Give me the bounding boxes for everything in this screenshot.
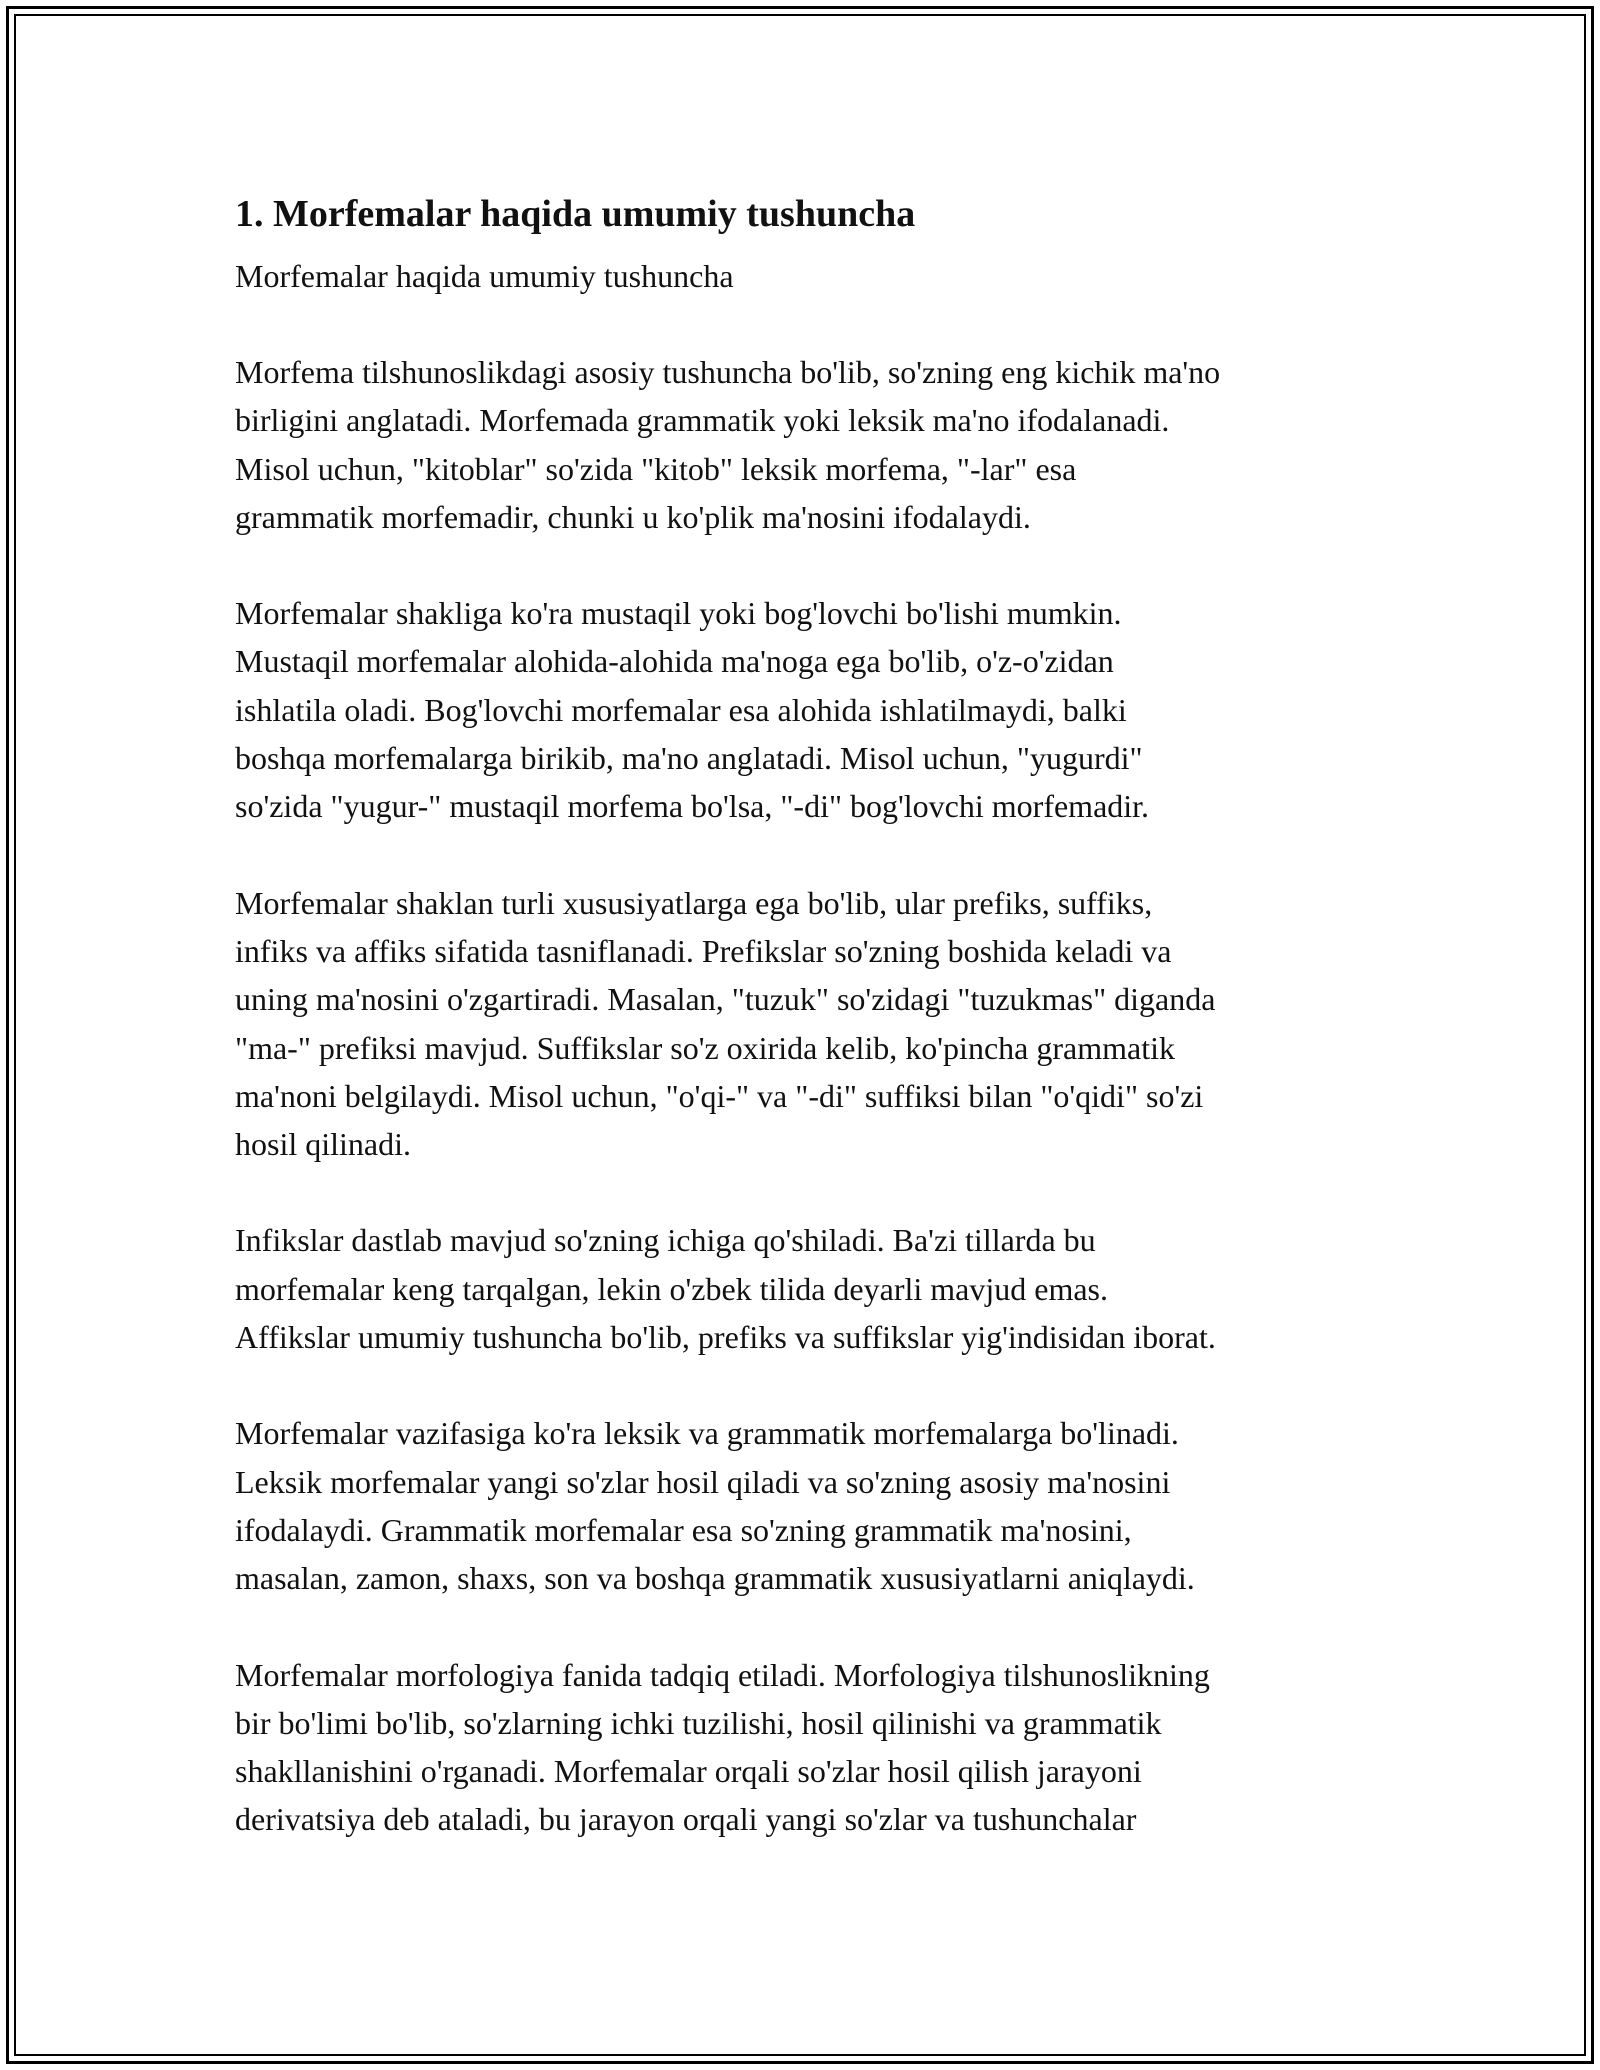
paragraph-line: Affikslar umumiy tushuncha bo'lib, prefiks va suffikslar yig'indisidan iborat. bbox=[235, 1319, 1216, 1356]
paragraph-2 bbox=[235, 589, 1375, 830]
paragraph-line: "ma-" prefiksi mavjud. Suffikslar so'z oxirida kelib, ko'pincha grammatik bbox=[235, 1029, 1175, 1066]
paragraph-line: birligini anglatadi. Morfemada grammatik yoki leksik ma'no ifodalanadi. bbox=[235, 402, 1170, 439]
paragraph-line: Leksik morfemalar yangi so'zlar hosil qiladi va so'zning asosiy ma'nosini bbox=[235, 1463, 1171, 1500]
paragraph-line: Morfema tilshunoslikdagi asosiy tushuncha bo'lib, so'zning eng kichik ma'no bbox=[235, 354, 1221, 390]
paragraph-line: so'zida "yugur-" mustaqil morfema bo'lsa, "-di" bog'lovchi morfemadir. bbox=[235, 788, 1150, 825]
paragraph-1 bbox=[235, 348, 1375, 541]
paragraph-line: Morfemalar morfologiya fanida tadqiq etiladi. Morfologiya tilshunoslikning bbox=[235, 1656, 1210, 1693]
paragraph-line: Morfemalar shakliga ko'ra mustaqil yoki bog'lovchi bo'lishi mumkin. bbox=[235, 595, 1122, 632]
paragraph-line: bir bo'limi bo'lib, so'zlarning ichki tuzilishi, hosil qilinishi va grammatik bbox=[235, 1704, 1162, 1741]
paragraph-line: hosil qilinadi. bbox=[235, 1126, 411, 1163]
paragraph-3 bbox=[235, 879, 1375, 1169]
paragraph-line: Mustaqil morfemalar alohida-alohida ma'noga ega bo'lib, o'z-o'zidan bbox=[235, 643, 1114, 680]
paragraph-line: masalan, zamon, shaxs, son va boshqa grammatik xususiyatlarni aniqlaydi. bbox=[235, 1560, 1195, 1597]
paragraph-line: grammatik morfemadir, chunki u ko'plik ma'nosini ifodalaydi. bbox=[235, 498, 1031, 535]
paragraph-line: Infikslar dastlab mavjud so'zning ichiga qo'shiladi. Ba'zi tillarda bu bbox=[235, 1222, 1096, 1259]
paragraph-line: uning ma'nosini o'zgartiradi. Masalan, "tuzuk" so'zidagi "tuzukmas" diganda bbox=[235, 981, 1216, 1018]
paragraph-5 bbox=[235, 1409, 1375, 1602]
paragraph-6 bbox=[235, 1651, 1375, 1844]
paragraph-line: Morfemalar vazifasiga ko'ra leksik va grammatik morfemalarga bo'linadi. bbox=[235, 1415, 1179, 1452]
paragraph-line: infiks va affiks sifatida tasniflanadi. Prefikslar so'zning boshida keladi va bbox=[235, 932, 1172, 969]
paragraph-line: Misol uchun, "kitoblar" so'zida "kitob" leksik morfema, "-lar" esa bbox=[235, 450, 1077, 487]
section-subtitle: Morfemalar haqida umumiy tushuncha bbox=[235, 258, 734, 294]
document-body bbox=[235, 188, 1375, 1892]
paragraph-line: ifodalaydi. Grammatik morfemalar esa so'zning grammatik ma'nosini, bbox=[235, 1511, 1132, 1548]
paragraph-line: ishlatila oladi. Bog'lovchi morfemalar esa alohida ishlatilmaydi, balki bbox=[235, 691, 1127, 728]
paragraph-line: Morfemalar shaklan turli xususiyatlarga ega bo'lib, ular prefiks, suffiks, bbox=[235, 884, 1153, 921]
paragraph-4 bbox=[235, 1216, 1375, 1361]
paragraph-line: ma'noni belgilaydi. Misol uchun, "o'qi-" va "-di" suffiksi bilan "o'qidi" so'zi bbox=[235, 1077, 1204, 1114]
paragraph-line: morfemalar keng tarqalgan, lekin o'zbek tilida deyarli mavjud emas. bbox=[235, 1270, 1108, 1307]
paragraph-line: derivatsiya deb ataladi, bu jarayon orqali yangi so'zlar va tushunchalar bbox=[235, 1801, 1137, 1838]
page-title: 1. Morfemalar haqida umumiy tushuncha bbox=[235, 193, 916, 235]
paragraph-line: shakllanishini o'rganadi. Morfemalar orqali so'zlar hosil qilish jarayoni bbox=[235, 1753, 1142, 1790]
paragraph-line: boshqa morfemalarga birikib, ma'no anglatadi. Misol uchun, "yugurdi" bbox=[235, 740, 1143, 777]
